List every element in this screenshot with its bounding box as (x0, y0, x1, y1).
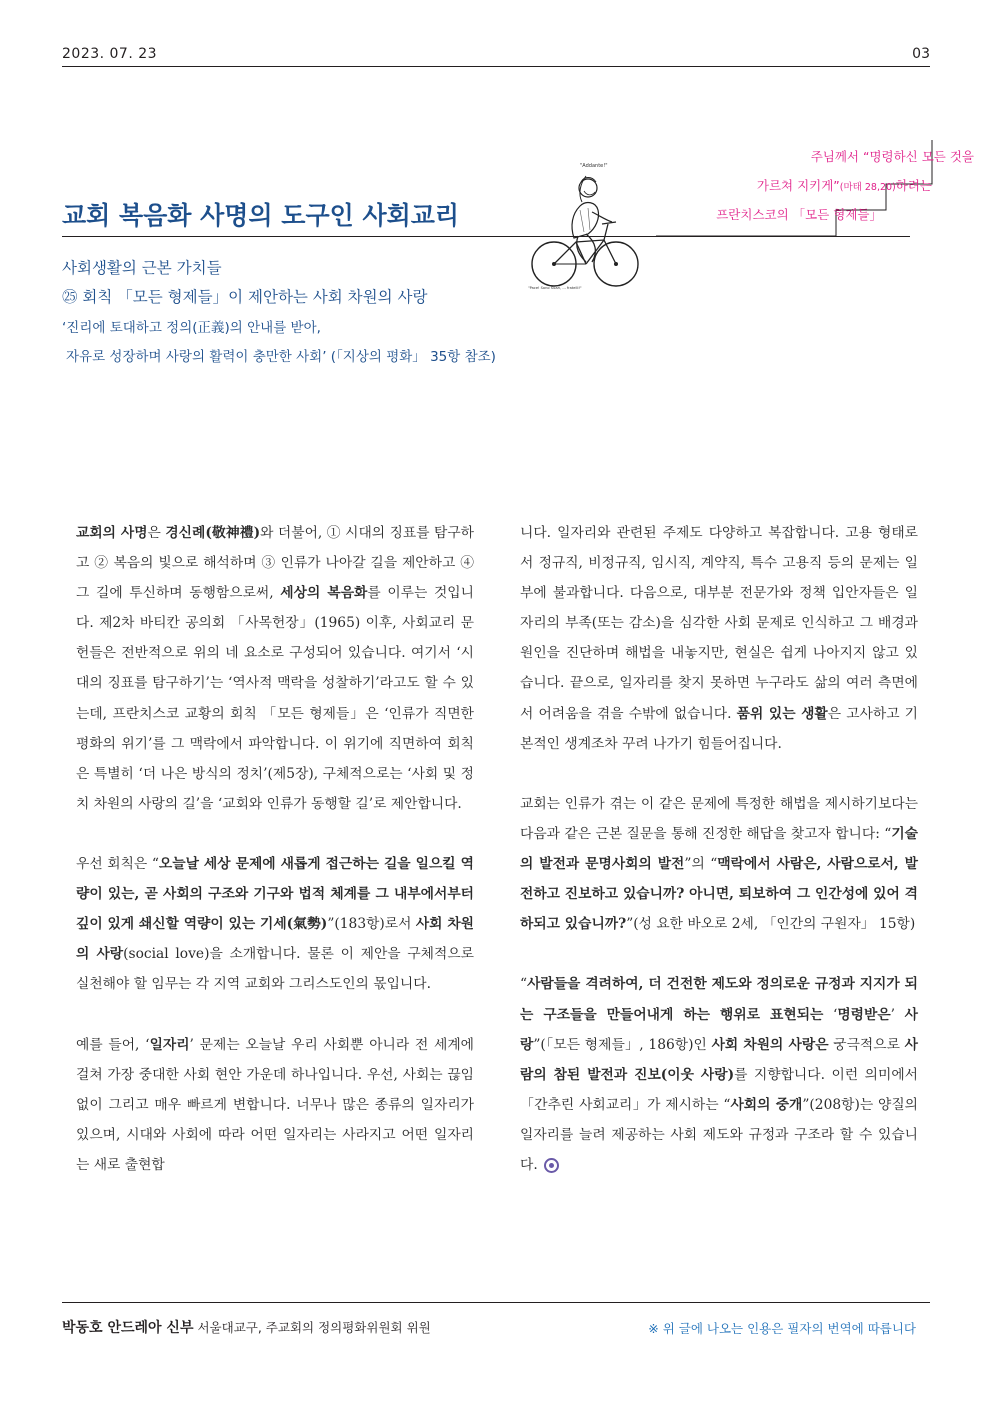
illustration-caption-top: "Addante!" (580, 163, 608, 169)
author-line (62, 1317, 431, 1337)
body-text: 를 이루는 것입니다. 제2차 바티칸 공의회 「사목헌장」(1965) 이후, 사회교리 문헌들은 전반적으로 위의 네 요소로 구성되어 있습니다. 여기서 ‘시대의 징표를 탐구하기’는 ‘역사적 맥락을 성찰하기’라고도 할 수 있는데, 프란치스코 교황의 회칙 「모든 형제들」은 ‘인류가 직면한 평화의 위기’를 그 맥락에서 파악합니다. 이 위기에 직면하여 회칙은 특별히 ‘더 나은 방식의 정치’(제5장), 구체적으로는 ‘사회 및 정치 차원의 사랑의 길’을 ‘교회와 인류가 동행할 길’로 제안합니다. (76, 585, 474, 812)
body-emphasis: 경신례(敬神禮) (165, 525, 261, 541)
quote-line-2-main: 가르쳐 지키게” (756, 178, 840, 193)
body-text: ”(성 요한 바오로 2세, 「인간의 구원자」 15항) (626, 916, 916, 933)
translation-note: ※ 위 글에 나오는 인용은 필자의 번역에 따릅니다 (648, 1321, 916, 1336)
body-text: ”(「모든 형제들」, 186항)인 (533, 1036, 712, 1053)
body-paragraph (76, 849, 474, 999)
quote-line-2-tail: 하려는 (895, 178, 932, 193)
body-column-right (520, 518, 918, 1210)
body-emphasis: 기술의 발전과 문명사회의 발전 (520, 825, 918, 873)
illustration-caption-bottom: "Pace! Sono Suzzi, ... fratelli!" (528, 286, 582, 290)
article-subtitle: ㉕ 회칙 「모든 형제들」이 제안하는 사회 차원의 사랑 (62, 288, 428, 306)
body-text: ”(208항)는 양질의 일자리를 늘려 제공하는 사회 제도와 규정과 구조라 할 수 있습니다. (520, 1096, 918, 1173)
body-text: 와 더불어, ① 시대의 징표를 탐구하고 ② 복음의 빛으로 해석하며 ③ 인류가 나아갈 길을 제안하고 ④ 그 길에 투신하며 동행함으로써, (76, 525, 475, 602)
body-text: (social love)을 소개합니다. 물론 이 제안을 구체적으로 실천해야 할 임무는 각 지역 교회와 그리스도인의 몫입니다. (76, 946, 474, 993)
body-paragraph (76, 518, 474, 819)
body-text: “ (520, 976, 528, 993)
body-emphasis: 일자리 (149, 1036, 190, 1053)
quote-line-2 (757, 176, 932, 194)
body-text: 교회는 인류가 겪는 이 같은 문제에 특정한 해법을 제시하기보다는 다음과 같은 근본 질문을 통해 진정한 해답을 찾고자 합니다: “ (520, 795, 918, 842)
body-emphasis: 사람의 참된 발전과 진보(이웃 사랑) (520, 1036, 918, 1083)
quote-line-1: 주님께서 “명령하신 모든 것을 (810, 149, 974, 164)
body-text: 은 (147, 525, 166, 541)
footer-divider (62, 1302, 930, 1303)
body-text: ’ (890, 1006, 905, 1023)
author-name: 박동호 안드레아 신부 (62, 1320, 194, 1336)
body-emphasis: 사회 차원의 사랑은 (711, 1036, 829, 1053)
body-text: ’ 문제는 오늘날 우리 사회뿐 아니라 전 세계에 걸쳐 가장 중대한 사회 현안 가운데 하나입니다. 우선, 사회는 끊임없이 그리고 매우 빠르게 변합니다. 너무나 많은 종류의 일자리가 있으며, 시대와 사회에 따라 어떤 일자리는 사라지고 어떤 일자리는 새로 출현합 (76, 1036, 474, 1173)
body-emphasis: 사랑 (520, 1006, 918, 1053)
body-text: 은 고사하고 기본적인 생계조차 꾸려 나가기 힘들어집니다. (520, 705, 918, 752)
body-paragraph (76, 1030, 474, 1180)
body-text: ”(183항)로서 (327, 916, 416, 933)
page-title: 교회 복음화 사명의 도구인 사회교리 (62, 201, 460, 230)
body-text: 니다. 일자리와 관련된 주제도 다양하고 복잡합니다. 고용 형태로서 정규직, 비정규직, 임시직, 계약직, 특수 고용직 등의 문제는 일부에 불과합니다. 다음으로, 대부분 전문가와 정책 입안자들은 일자리의 부족(또는 감소)을 심각한 사회 문제로 인식하고 그 배경과 원인을 진단하며 해법을 내놓지만, 현실은 쉽게 나아지지 않고 있습니다. 끝으로, 일자리를 찾지 못하면 누구라도 삶의 여러 측면에서 어려움을 겪을 수밖에 없습니다. (520, 525, 918, 722)
body-text: ”의 “ (684, 856, 718, 873)
body-emphasis: 세상의 복음화 (280, 585, 368, 602)
body-text: ‘ (823, 1006, 838, 1023)
body-paragraph (520, 518, 918, 759)
circle-ornament-icon (544, 1158, 559, 1173)
body-emphasis: 맥락에서 사람은, 사람으로서, 발전하고 진보하고 있습니까? 아니면, 퇴보하여 그 인간성에 있어 격하되고 있습니까? (520, 856, 918, 933)
quote-reference: (마태 28,20) (839, 182, 896, 193)
quote-line-3: 프란치스코의 「모든 형제들」 (716, 207, 882, 222)
body-column-left (76, 518, 474, 1210)
epigraph-line-2: 자유로 성장하며 사랑의 활력이 충만한 사회’ (「지상의 평화」 35항 참조) (66, 349, 496, 365)
page-number: 03 (912, 46, 930, 62)
header-divider (62, 66, 930, 67)
body-text: 예를 들어, ‘ (76, 1036, 150, 1053)
page-date: 2023. 07. 23 (62, 46, 158, 62)
body-emphasis: 명령받은 (837, 1006, 891, 1023)
body-emphasis: 사회 차원의 사랑 (76, 916, 474, 963)
body-emphasis: 품위 있는 생활 (736, 705, 828, 722)
bicycle-rider-illustration (526, 158, 644, 308)
epigraph-line-1: ‘진리에 토대하고 정의(正義)의 안내를 받아, (62, 320, 321, 336)
body-paragraph (520, 969, 918, 1180)
series-subtitle: 사회생활의 근본 가치들 (62, 259, 222, 277)
body-emphasis: 사회의 중개 (730, 1096, 803, 1113)
body-emphasis: 교회의 사명 (76, 525, 148, 541)
body-text: 우선 회칙은 “ (76, 856, 159, 873)
body-emphasis: 오늘날 세상 문제에 새롭게 접근하는 길을 일으킬 역량이 있는, 곧 사회의 구조와 기구와 법적 체계를 그 내부에서부터 깊이 있게 쇄신할 역량이 있는 기세(氣勢) (76, 856, 474, 933)
body-text: 궁극적으로 (828, 1036, 905, 1053)
title-divider (62, 236, 910, 237)
body-emphasis: 사람들을 격려하여, 더 건전한 제도와 정의로운 규정과 지지가 되는 구조들을 만들어내게 하는 행위로 표현되는 (520, 976, 918, 1023)
body-paragraph (520, 789, 918, 939)
body-text: 를 지향합니다. 이런 의미에서 「간추린 사회교리」가 제시하는 “ (520, 1066, 918, 1113)
author-role: 서울대교구, 주교회의 정의평화위원회 위원 (197, 1320, 431, 1335)
